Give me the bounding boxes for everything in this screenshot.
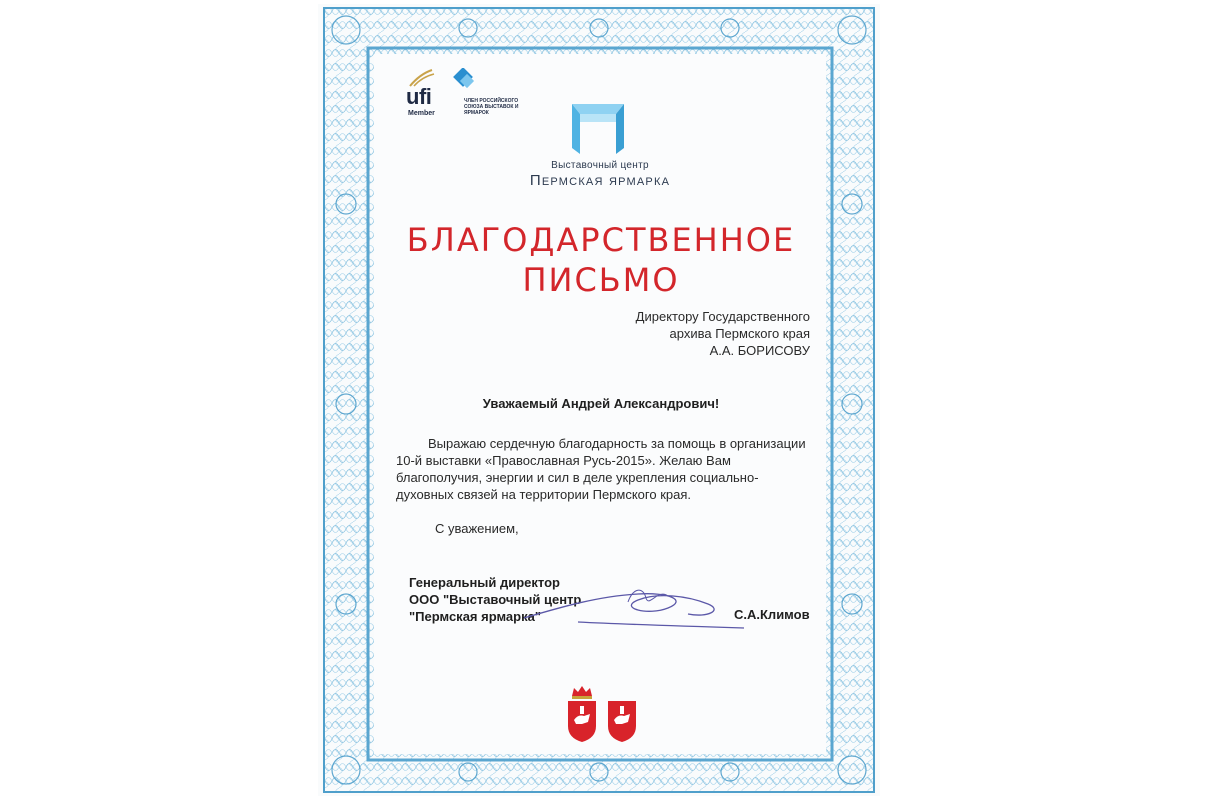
signatory-line-1: Генеральный директор bbox=[409, 575, 560, 590]
signatory-line-3: "Пермская ярмарка" bbox=[409, 609, 541, 624]
perm-coat-of-arms-icon bbox=[608, 701, 636, 742]
signer-name: С.А.Климов bbox=[734, 607, 810, 622]
signatory-line-2: ООО "Выставочный центр bbox=[409, 592, 582, 607]
addressee-line-2: архива Пермского края bbox=[669, 326, 810, 341]
title-line-1: БЛАГОДАРСТВЕННОЕ bbox=[406, 221, 796, 259]
ufi-member-logo bbox=[402, 68, 442, 120]
greeting: Уважаемый Андрей Александрович! bbox=[482, 396, 720, 411]
closing-phrase: С уважением, bbox=[435, 521, 519, 536]
perm-krai-emblems bbox=[564, 684, 644, 748]
letter-body bbox=[396, 435, 810, 503]
ufi-logo-text: ufi bbox=[406, 84, 432, 109]
perm-crowned-coat-of-arms-icon bbox=[568, 686, 596, 742]
union-emblem-icon bbox=[452, 68, 482, 96]
handwritten-signature bbox=[518, 578, 748, 638]
exhibition-center-label: Выставочный центр bbox=[551, 160, 649, 171]
union-logo-text: ЧЛЕН РОССИЙСКОГО СОЮЗА ВЫСТАВОК И ЯРМАРОК bbox=[464, 98, 519, 116]
ufi-logo-subtext: Member bbox=[408, 110, 435, 117]
body-line-1: Выражаю сердечную благодарность за помощь в организации bbox=[428, 436, 806, 451]
certificate-sheet bbox=[318, 4, 880, 796]
document-title bbox=[378, 220, 824, 300]
body-line-3: благополучия, энергии и сил в деле укрепления социально- bbox=[396, 470, 759, 485]
addressee-block bbox=[562, 308, 810, 359]
perm-fair-logo-icon bbox=[558, 100, 638, 160]
perm-fair-name: Пермская ярмарка bbox=[529, 172, 671, 189]
exhibition-union-logo bbox=[452, 68, 522, 120]
body-line-2: 10-й выставки «Православная Русь-2015». Желаю Вам bbox=[396, 453, 731, 468]
title-line-2: ПИСЬМО bbox=[522, 261, 680, 299]
body-line-4: духовных связей на территории Пермского края. bbox=[396, 487, 692, 502]
addressee-line-1: Директору Государственного bbox=[635, 309, 810, 324]
addressee-line-3: А.А. БОРИСОВУ bbox=[709, 343, 810, 358]
